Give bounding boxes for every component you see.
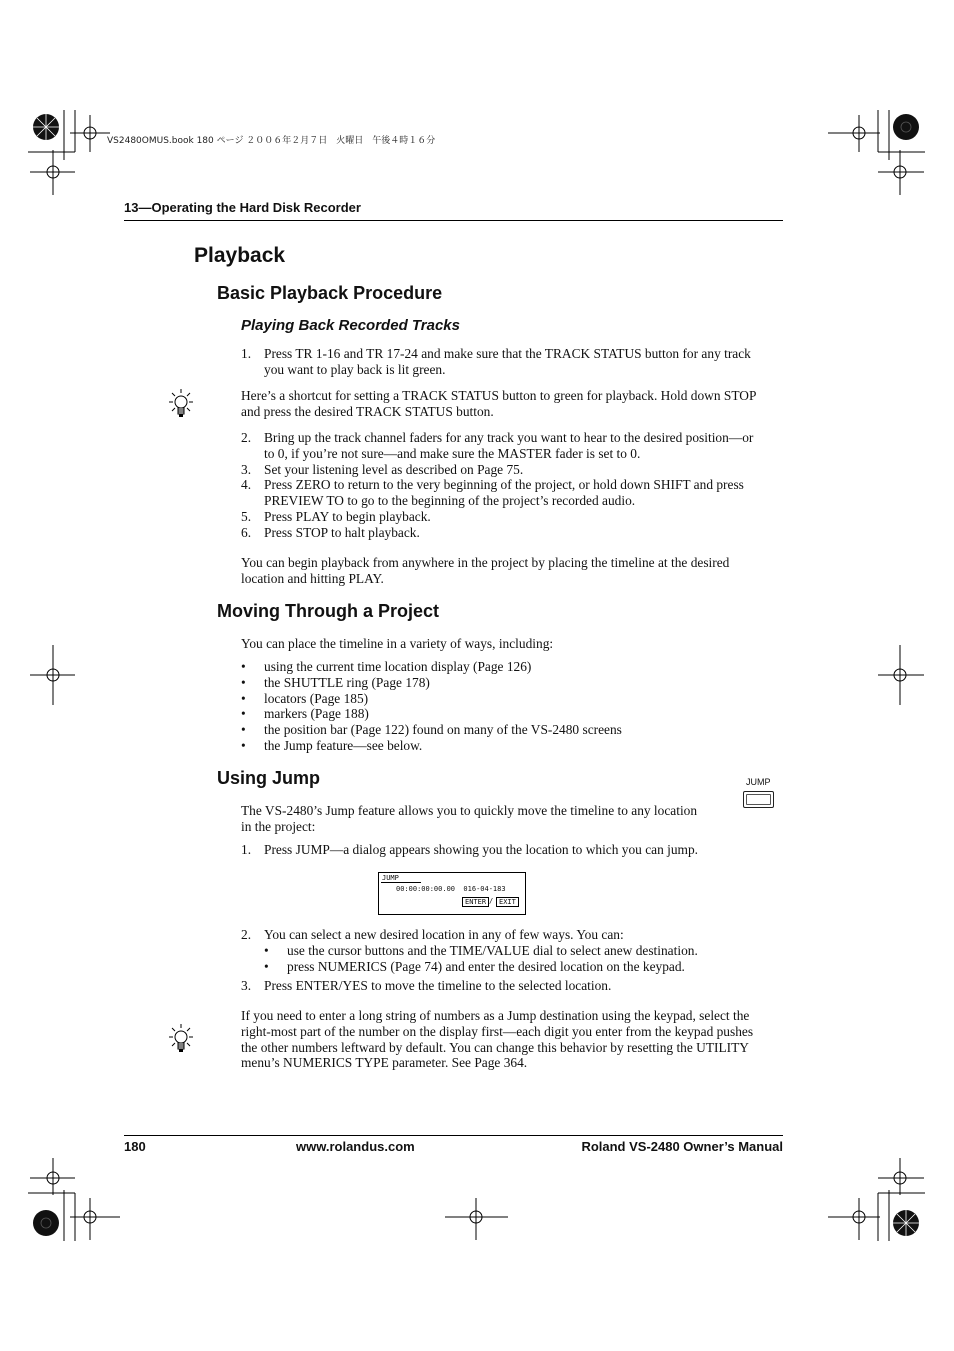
section-heading-moving: Moving Through a Project <box>217 601 440 621</box>
list-item: • using the current time location display (Page 126) <box>241 659 532 674</box>
lcd-exit-button: EXIT <box>496 897 519 907</box>
steps-list-basic-1 <box>241 346 761 378</box>
list-item: • the position bar (Page 122) found on many of the VS-2480 screens <box>241 722 622 738</box>
section-heading-basic: Basic Playback Procedure <box>217 283 443 303</box>
steps-list-jump-3 <box>241 978 761 994</box>
jump-button-label: JUMP <box>746 777 771 787</box>
list-item: • use the cursor buttons and the TIME/VALUE dial to select anew destination. <box>264 942 698 958</box>
list-item: 1. Press TR 1-16 and TR 17-24 and make sure that the TRACK STATUS button for any track you want to play back is lit green. <box>241 346 751 377</box>
tip-paragraph-1: Here’s a shortcut for setting a TRACK STATUS button to green for playback. Hold down STOP and press the desired TRACK STATUS button. <box>241 388 756 419</box>
steps-list-jump-1 <box>241 842 761 858</box>
lcd-time-readout: 00:00:00:00.00 016-04-183 <box>396 885 506 893</box>
steps-list-jump-2 <box>241 927 761 974</box>
list-item: 2. You can select a new desired location in any of few ways. You can: • use the cursor buttons and the TIME/VALUE dial to select anew destination. • press NUMERICS (Page 74) and enter the desired location on the keypad. <box>241 927 761 974</box>
footer-manual-title: Roland VS-2480 Owner’s Manual <box>581 1139 783 1154</box>
list-item: 4. Press ZERO to return to the very beginning of the project, or hold down SHIFT and press PREVIEW TO to go to the beginning of the project’s recorded audio. <box>241 477 744 509</box>
list-item: 5. Press PLAY to begin playback. <box>241 508 431 524</box>
print-info: VS2480OMUS.book 180 ページ ２００６年２月７日 火曜日 午後４時１６分 <box>107 136 436 146</box>
section-heading-jump: Using Jump <box>217 768 321 788</box>
jump-intro: The VS-2480’s Jump feature allows you to quickly move the timeline to any location in the project: <box>241 803 698 834</box>
tip-paragraph-2: If you need to enter a long string of numbers as a Jump destination using the keypad, select the right-most part of the number on the display first—each digit you enter from the keypad pushes the other numbers leftward by default. You can change this behavior by resetting the UTILITY menu’s NUMERICS TYPE parameter. See Page 364. <box>241 1008 754 1071</box>
lightbulb-tip-icon <box>166 1022 196 1058</box>
lcd-title-underline <box>381 882 421 883</box>
lcd-enter-button: ENTER <box>462 897 489 907</box>
closing-paragraph: You can begin playback from anywhere in the project by placing the timeline at the desired location and hitting PLAY. <box>241 555 730 586</box>
lcd-title: JUMP <box>382 874 399 882</box>
jump-dialog-display <box>378 872 526 915</box>
chapter-header: 13—Operating the Hard Disk Recorder <box>124 200 783 221</box>
list-item: 2. Bring up the track channel faders for any track you want to hear to the desired position—or to 0, if you’re not sure—and make sure the MASTER fader is set to 0. <box>241 430 754 461</box>
sub-options-list <box>264 943 761 975</box>
list-item: 1. Press JUMP—a dialog appears showing you the location to which you can jump. <box>241 842 699 857</box>
moving-intro: You can place the timeline in a variety of ways, including: <box>241 636 554 651</box>
footer-rule <box>124 1135 783 1136</box>
subheading-playing-back: Playing Back Recorded Tracks <box>241 317 460 334</box>
page-number: 180 <box>124 1139 146 1154</box>
list-item: • the SHUTTLE ring (Page 178) <box>241 674 430 690</box>
list-item: • locators (Page 185) <box>241 690 369 706</box>
lightbulb-tip-icon <box>166 387 196 423</box>
list-item: 3. Set your listening level as described on Page 75. <box>241 461 524 477</box>
list-item: 3. Press ENTER/YES to move the timeline to the selected location. <box>241 978 612 993</box>
footer-url: www.rolandus.com <box>296 1139 415 1154</box>
steps-list-basic-2 <box>241 430 761 541</box>
list-item: • the Jump feature—see below. <box>241 737 423 753</box>
jump-button-illustration <box>743 791 774 808</box>
list-item: • press NUMERICS (Page 74) and enter the desired location on the keypad. <box>264 958 685 974</box>
lcd-slash: / <box>489 897 494 905</box>
timeline-methods-list <box>241 659 761 754</box>
list-item: 6. Press STOP to halt playback. <box>241 524 420 540</box>
page-title: Playback <box>194 244 286 267</box>
list-item: • markers (Page 188) <box>241 706 369 722</box>
